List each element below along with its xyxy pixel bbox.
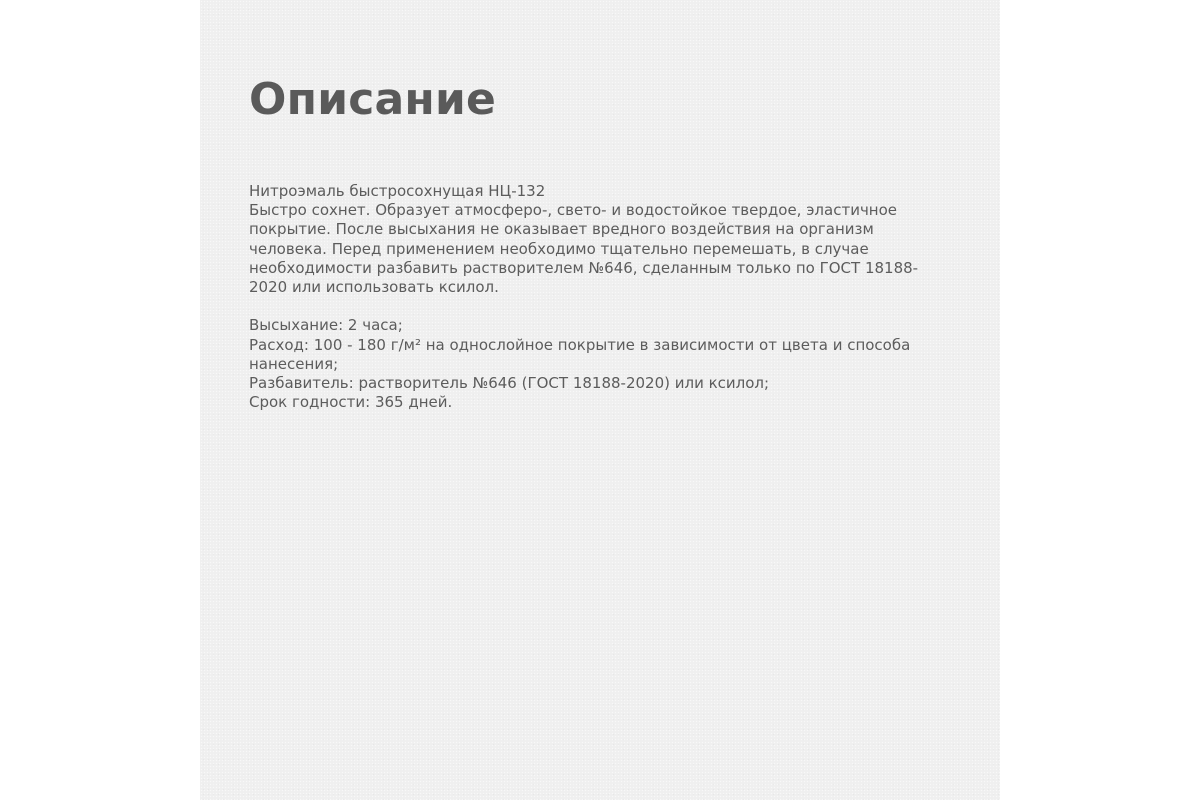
- shelf-life-line: Срок годности: 365 дней.: [249, 393, 453, 412]
- specs-paragraph: [249, 316, 969, 412]
- consumption-line: нанесения;: [249, 354, 339, 373]
- description-line: человека. Перед применением необходимо тщательно перемешать, в случае: [249, 239, 869, 258]
- description-line: Быстро сохнет. Образует атмосферо-, свето- и водостойкое твердое, эластичное: [249, 201, 898, 220]
- thinner-line: Разбавитель: растворитель №646 (ГОСТ 18188-2020) или ксилол;: [249, 374, 770, 393]
- description-body: [249, 182, 969, 412]
- drying-time-line: Высыхание: 2 часа;: [249, 316, 403, 335]
- description-line: покрытие. После высыхания не оказывает вредного воздействия на организм: [249, 220, 874, 239]
- page-title: Описание: [249, 74, 497, 125]
- consumption-line: Расход: 100 - 180 г/м² на однослойное покрытие в зависимости от цвета и способа: [249, 335, 911, 354]
- description-paragraph: [249, 182, 969, 297]
- paragraph-spacer: [249, 297, 969, 316]
- description-card: [200, 0, 1000, 800]
- product-name-line: Нитроэмаль быстросохнущая НЦ-132: [249, 182, 546, 200]
- description-line: 2020 или использовать ксилол.: [249, 278, 499, 297]
- description-line: необходимости разбавить растворителем №646, сделанным только по ГОСТ 18188-: [249, 258, 919, 277]
